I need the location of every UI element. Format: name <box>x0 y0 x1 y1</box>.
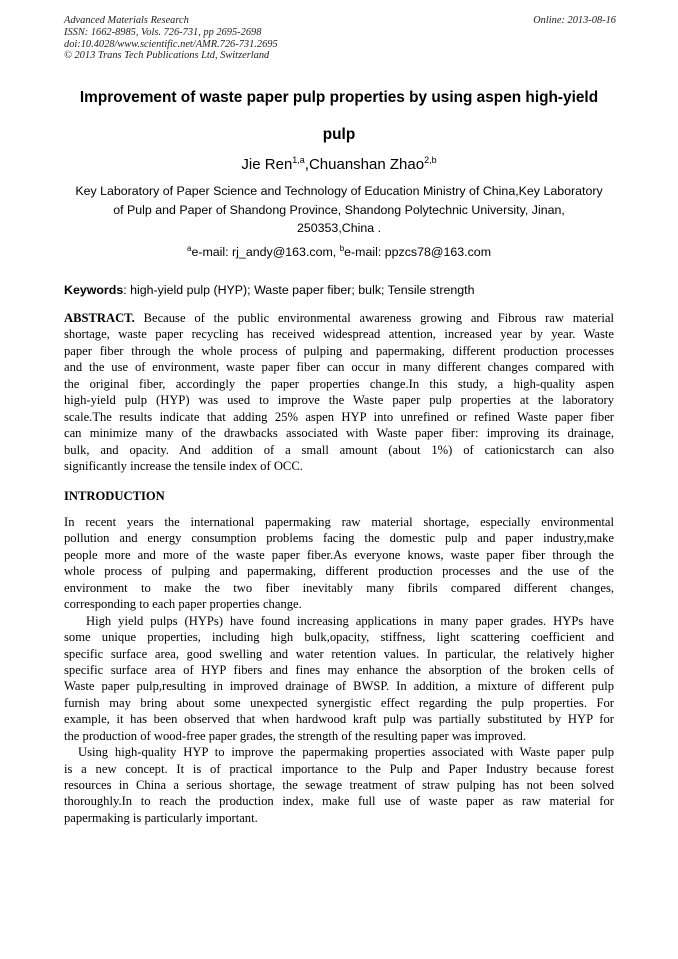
author-1-affil-mark: 1,a <box>292 155 305 165</box>
email-a-mark: a <box>186 244 192 253</box>
affiliation-line-2: of Pulp and Paper of Shandong Province, Shandong Polytechnic University, Jinan, <box>113 203 565 217</box>
author-emails <box>40 245 638 259</box>
abstract-line: paper fiber through the whole process of pulping and papermaking, different production processes <box>64 343 614 358</box>
abstract-line: and the use of environment, waste paper fiber can occur in many different changes compared with <box>64 360 614 375</box>
author-2-affil-mark: 2,b <box>424 155 437 165</box>
body-line: High yield pulps (HYPs) have found increasing applications in many paper grades. HYPs have <box>86 613 614 628</box>
body-line: whole process of pulping and papermaking, different production processes and the use of the <box>64 564 614 579</box>
body-line: pollution and energy consumption problems facing the domestic pulp and paper industry,make <box>64 531 614 546</box>
keywords <box>64 283 616 297</box>
email-b-mark: b <box>339 244 345 253</box>
body-line: resources in China a serious shortage, the sewage treatment of straw pulping has not been solved <box>64 778 614 792</box>
abstract-line: scale.The results indicate that adding 25% aspen HYP into unrefined or refined Waste paper fiber <box>64 409 614 424</box>
abstract-line: can minimize many of the drawbacks associated with Waste paper fiber: improving its drainage, <box>64 426 614 441</box>
copyright-line: © 2013 Trans Tech Publications Ltd, Switzerland <box>64 50 270 62</box>
body-line: some unique properties, including high bulk,opacity, stiffness, light scattering coefficient and <box>64 630 614 645</box>
email-b: e-mail: ppzcs78@163.com <box>344 245 492 259</box>
author-list <box>40 156 638 173</box>
author-1-name: Jie Ren <box>241 156 293 173</box>
abstract-label: ABSTRACT. <box>64 311 135 325</box>
body-line: thoroughly.In to reach the production index, make full use of waste paper as raw material for <box>64 794 614 809</box>
abstract-line: the original fiber, accordingly the paper properties change.In this study, a high-quality aspen <box>64 376 614 391</box>
paper-title-line-2: pulp <box>322 126 356 143</box>
body-line: In recent years the international papermaking raw material shortage, especially environmental <box>64 515 614 529</box>
abstract <box>64 310 614 474</box>
online-date: Online: 2013-08-16 <box>533 15 616 26</box>
body-line: people more and more of the waste paper fiber.As everyone knows, waste paper fiber through the <box>64 547 614 562</box>
body-line: furnish may bring about some unexpected synergistic effect regarding the pulp properties. For <box>64 695 614 710</box>
email-a: e-mail: rj_andy@163.com, <box>191 245 340 259</box>
body-line: example, it has been observed that when hardwood kraft pulp was partially substituted by HYP for <box>64 712 614 727</box>
body-line: specific surface area, good swelling and water retention values. In particular, the relatively higher <box>64 646 614 661</box>
issn-line: ISSN: 1662-8985, Vols. 726-731, pp 2695-2698 <box>64 26 262 38</box>
body-line: specific surface area of HYP fibers and fines may enhance the absorption of the broken cells of <box>64 662 614 677</box>
body-line: the production of wood-free paper grades, the strength of the resulting paper was improved. <box>64 728 526 743</box>
abstract-line <box>64 310 614 326</box>
body-line: Using high-quality HYP to improve the papermaking properties associated with Waste paper pulp <box>78 745 614 760</box>
affiliation-line-1: Key Laboratory of Paper Science and Technology of Education Ministry of China,Key Laboratory <box>75 184 603 198</box>
journal-name: Advanced Materials Research <box>64 15 189 26</box>
body-line: environment to make the two fiber inevitably many fibrils compared different changes, <box>64 580 614 595</box>
body-line: papermaking is particularly important. <box>64 810 258 825</box>
abstract-line: significantly increase the tensile index of OCC. <box>64 458 303 473</box>
author-separator: , <box>304 156 309 173</box>
body-line: Waste paper pulp,resulting in improved drainage of BWSP. In addition, a mixture of different pulp <box>64 679 614 694</box>
abstract-line: high-yield pulp (HYP) was used to improve the Waste paper pulp properties at the laboratory <box>64 393 614 408</box>
abstract-line-text: Because of the public environmental awareness growing and Fibrous raw material <box>134 311 614 325</box>
journal-header <box>64 15 616 62</box>
affiliation-line-3: 250353,China . <box>296 221 382 235</box>
introduction-body <box>64 514 614 826</box>
keywords-label: Keywords <box>64 283 124 297</box>
keywords-text: : high-yield pulp (HYP); Waste paper fiber; bulk; Tensile strength <box>123 283 475 297</box>
abstract-line: bulk, and opacity. And addition of a small amount (about 1%) of cationicstarch can also <box>64 442 614 457</box>
doi-line: doi:10.4028/www.scientific.net/AMR.726-731.2695 <box>64 38 278 50</box>
author-2-name: Chuanshan Zhao <box>308 156 425 173</box>
paper-title-line-1: Improvement of waste paper pulp properties by using aspen high-yield <box>79 89 599 106</box>
abstract-line: shortage, waste paper recycling has received widespread attention, increased year by year. Waste <box>64 327 614 342</box>
body-line: corresponding to each paper properties change. <box>64 597 302 612</box>
body-line: is a new concept. It is of practical importance to the Pulp and Paper Industry because forest <box>64 761 614 776</box>
section-heading-introduction: INTRODUCTION <box>64 489 165 503</box>
